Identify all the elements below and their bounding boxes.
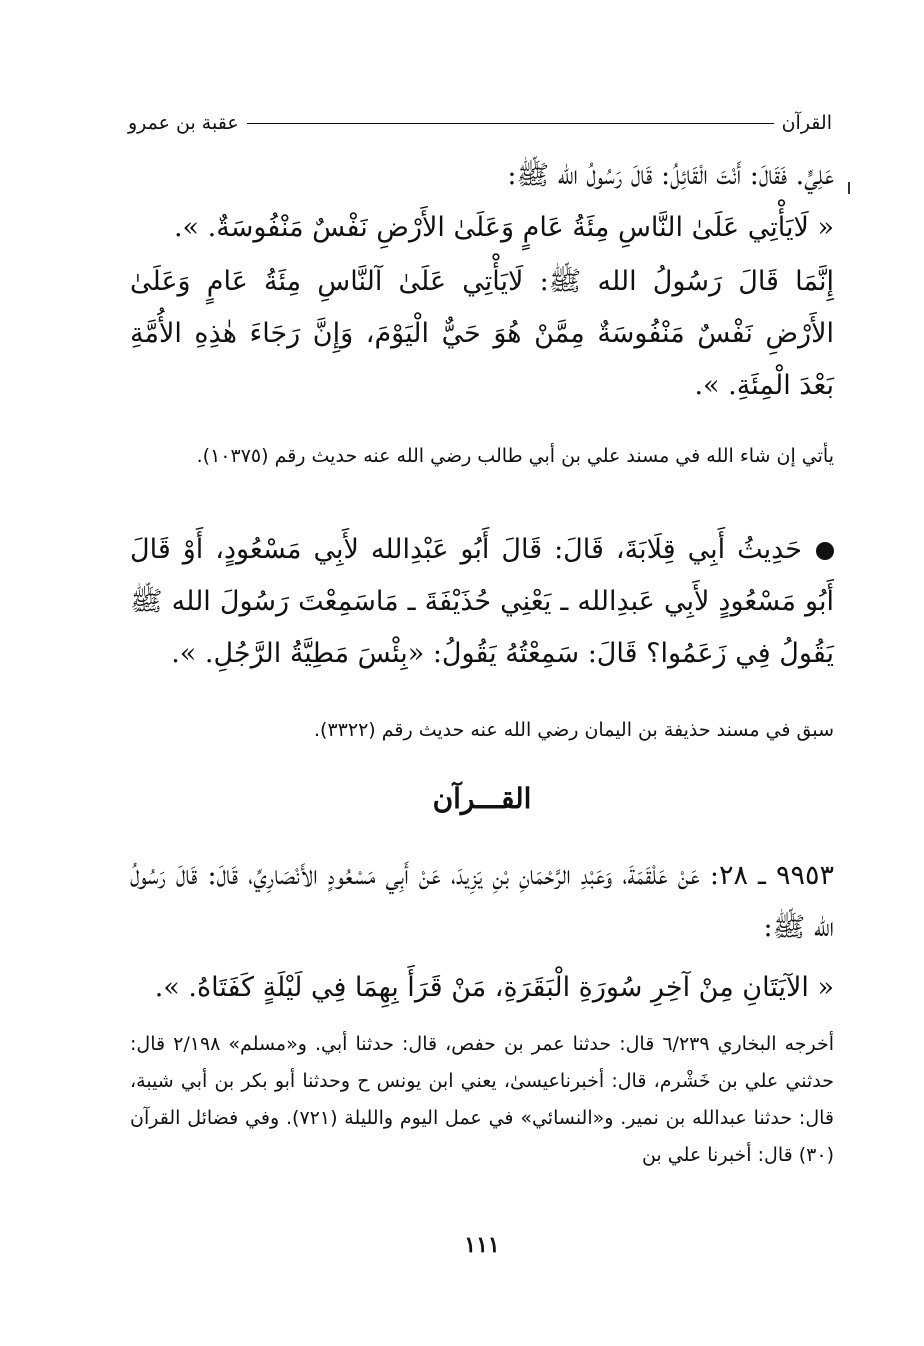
hadith-paragraph-2: إِنَّمَا قَالَ رَسُولُ الله ﷺ: لَايَأْتِي عَلَىٰ آلنَّاسِ مِئَةُ عَامٍ وَعَلَىٰ الأَرْضِ نَفْسٌ مَنْفُوسَةٌ مِمَّنْ هُوَ حَيٌّ الْيَوْمَ، وَإِنَّ رَجَاءَ هٰذِهِ الأُمَّةِ بَعْدَ الْمِئَةِ. ».: [130, 266, 834, 401]
hadith-quote-2: « الآيَتَانِ مِنْ آخِرِ سُورَةِ الْبَقَرَةِ، مَنْ قَرَأَ بِهِمَا فِي لَيْلَةٍ كَفَتَاهُ. ».: [154, 972, 834, 1003]
footnote-3: أخرجه البخاري ٦/٢٣٩ قال: حدثنا عمر بن حفص، قال: حدثنا أبي. و«مسلم» ٢/١٩٨ قال: حدثني علي بن خَشْرم، قال: أخبرناعيسىٰ، يعني ابن يونس ح وحدثنا أبو بكر بن أبي شيبة، قال: حدثنا عبدالله بن نمير. و«النسائي» في عمل اليوم والليلة (٧٢١). وفي فضائل القرآن (٣٠) قال: أخبرنا علي بن: [130, 1033, 835, 1166]
footnote-1: يأتي إن شاء الله في مسند علي بن أبي طالب رضي الله عنه حديث رقم (١٠٣٧٥).: [196, 445, 834, 467]
bullet-icon: [816, 542, 834, 560]
header-rule: [247, 123, 774, 124]
running-header: [128, 108, 832, 138]
margin-mark: [848, 182, 850, 194]
page-number: ١١١: [464, 1232, 500, 1258]
header-musnad-title: عقبة بن عمرو: [128, 112, 239, 134]
footnote-2: سبق في مسند حذيفة بن اليمان رضي الله عنه حديث رقم (٣٣٢٢).: [314, 719, 834, 741]
hadith-quote-1: « لَايَأْتِي عَلَىٰ النَّاسِ مِئَةُ عَامٍ وَعَلَىٰ الأَرْضِ نَفْسٌ مَنْفُوسَةٌ. ».: [173, 212, 834, 243]
header-chapter-title: القرآن: [781, 112, 832, 134]
hadith-entry-text: حَدِيثُ أَبِي قِلَابَةَ، قَالَ: قَالَ أَبُو عَبْدِالله لأَبِي مَسْعُودٍ، أَوْ قَالَ أَبُو مَسْعُودٍ لأَبِي عَبدِالله ـ يَعْنِي حُذَيْفَةَ ـ مَاسَمِعْتَ رَسُولَ الله ﷺ يَقُولُ فِي زَعَمُوا؟ قَالَ: سَمِعْتُهُ يَقُولُ: «بِئْسَ مَطِيَّةُ الرَّجُلِ. ».: [130, 534, 834, 669]
hadith-9953: ٩٩٥٣ ـ ٢٨: عَنْ عَلْقَمَةَ، وَعَبْدِ الرَّحْمَانِ بْنِ يَزِيدَ، عَنْ أَبِي مَسْعُودٍ الأَنْصَارِيِّ، قَالَ: قَالَ رَسُولُ الله ﷺ:: [130, 860, 835, 943]
hadith-entry-abi-qilaba: [130, 524, 834, 680]
hadith-paragraph-1: عَلِيٍّ. فَقَالَ: أَنْتَ الْقَائِلُ: قَالَ رَسُولُ الله ﷺ:: [507, 160, 834, 191]
section-heading: القـــرآن: [432, 782, 532, 815]
